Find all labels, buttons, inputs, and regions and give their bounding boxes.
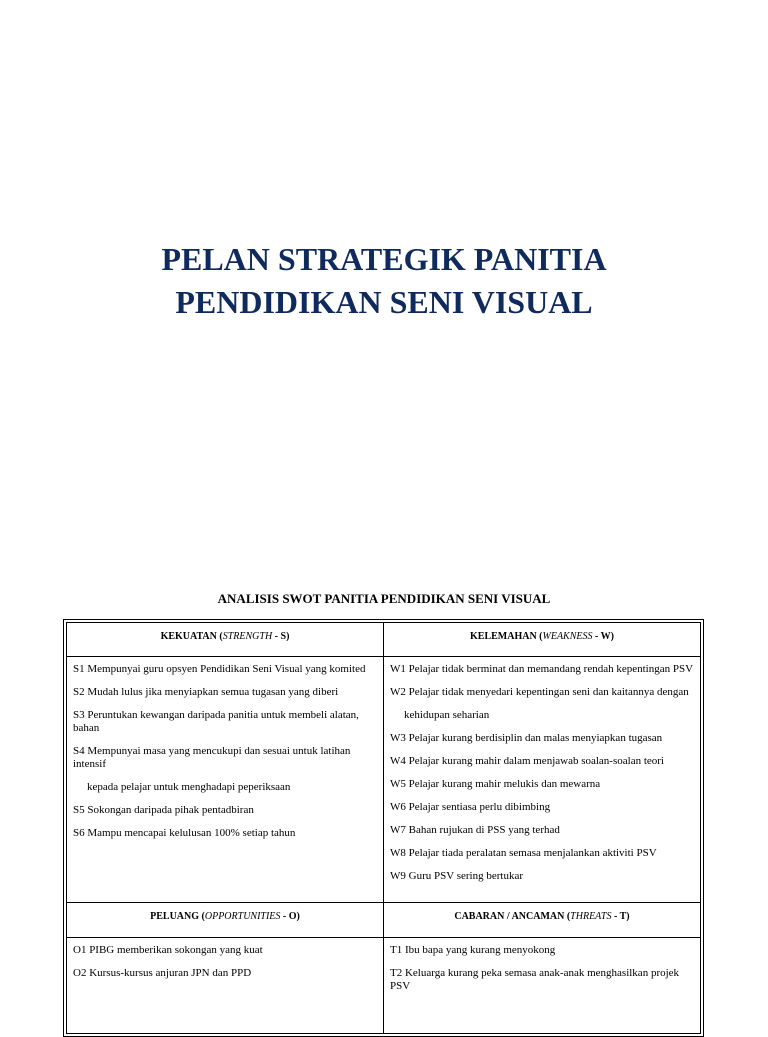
weakness-item: W4 Pelajar kurang mahir dalam menjawab soalan-soalan teori: [390, 755, 664, 767]
swot-body-row-1: [66, 657, 701, 903]
swot-header-row-1: [66, 622, 701, 657]
document-title: [0, 238, 768, 324]
weakness-item: W8 Pelajar tiada peralatan semasa menjalankan aktiviti PSV: [390, 847, 657, 859]
weakness-item: W2 Pelajar tidak menyedari kepentingan seni dan kaitannya dengan: [390, 686, 689, 698]
weakness-header: KELEMAHAN (WEAKNESS - W): [384, 622, 701, 657]
strength-item: S5 Sokongan daripada pihak pentadbiran: [73, 804, 254, 816]
title-line-1: PELAN STRATEGIK PANITIA: [161, 241, 607, 277]
swot-heading: ANALISIS SWOT PANITIA PENDIDIKAN SENI VISUAL: [217, 591, 551, 606]
threat-item: T1 Ibu bapa yang kurang menyokong: [390, 944, 556, 956]
weakness-item: W9 Guru PSV sering bertukar: [390, 870, 523, 882]
weakness-item: W7 Bahan rujukan di PSS yang terhad: [390, 824, 560, 836]
threat-item: T2 Keluarga kurang peka semasa anak-anak menghasilkan projek PSV: [390, 967, 680, 992]
strength-list: [66, 657, 384, 903]
weakness-item: W3 Pelajar kurang berdisiplin dan malas menyiapkan tugasan: [390, 732, 663, 744]
weakness-item: W6 Pelajar sentiasa perlu dibimbing: [390, 801, 551, 813]
strength-item-continuation: kepada pelajar untuk menghadapi peperiksaan: [87, 781, 291, 793]
opportunity-header: PELUANG (OPPORTUNITIES - O): [66, 903, 384, 938]
strength-item: S6 Mampu mencapai kelulusan 100% setiap tahun: [73, 827, 296, 839]
threat-header: CABARAN / ANCAMAN (THREATS - T): [384, 903, 701, 938]
strength-item: S1 Mempunyai guru opsyen Pendidikan Seni Visual yang komited: [73, 663, 366, 675]
title-line-2: PENDIDIKAN SENI VISUAL: [175, 284, 593, 320]
weakness-item-continuation: kehidupan seharian: [404, 709, 490, 721]
opportunity-item: O2 Kursus-kursus anjuran JPN dan PPD: [73, 967, 252, 979]
weakness-item: W1 Pelajar tidak berminat dan memandang rendah kepentingan PSV: [390, 663, 694, 675]
weakness-item: W5 Pelajar kurang mahir melukis dan mewarna: [390, 778, 601, 790]
opportunity-list: [66, 938, 384, 1034]
opportunity-item: O1 PIBG memberikan sokongan yang kuat: [73, 944, 263, 956]
strength-item: S3 Peruntukan kewangan daripada panitia untuk membeli alatan, bahan: [73, 709, 359, 734]
swot-body-row-2: [66, 938, 701, 1034]
strength-item: S4 Mempunyai masa yang mencukupi dan sesuai untuk latihan intensif: [73, 745, 351, 770]
weakness-list: [384, 657, 701, 903]
strength-header: KEKUATAN (STRENGTH - S): [66, 622, 384, 657]
swot-header-row-2: [66, 903, 701, 938]
threat-list: [384, 938, 701, 1034]
swot-table: [63, 619, 704, 1037]
strength-item: S2 Mudah lulus jika menyiapkan semua tugasan yang diberi: [73, 686, 339, 698]
